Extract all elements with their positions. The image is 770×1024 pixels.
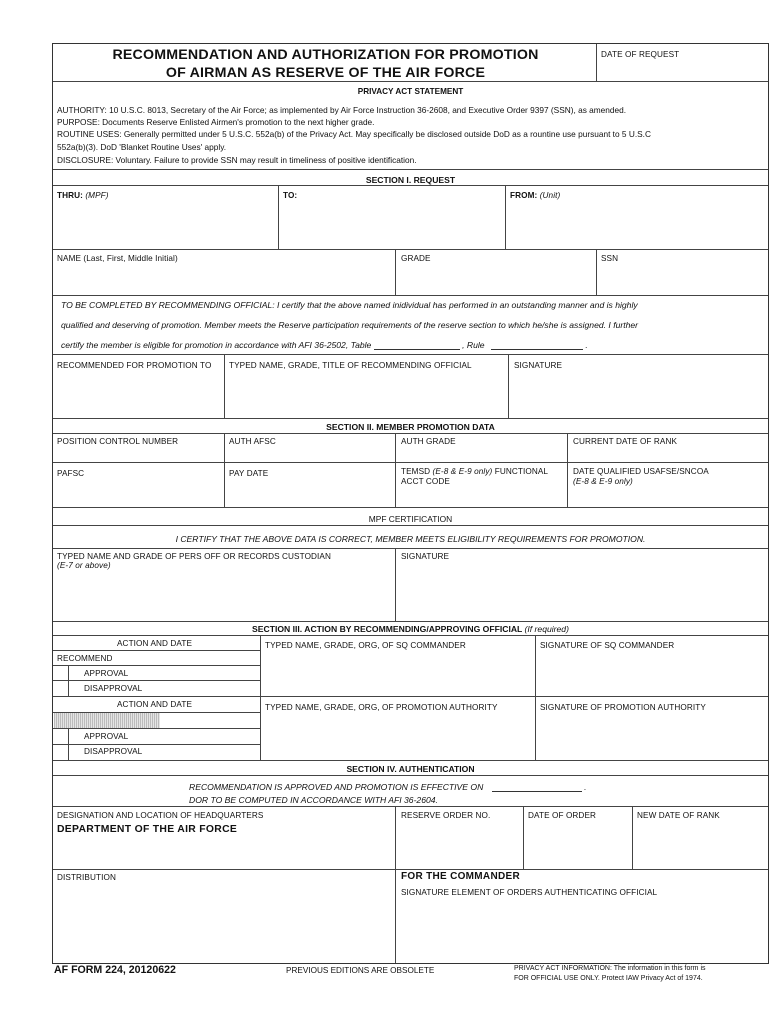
promotion-authority-signature-field[interactable] <box>536 714 768 759</box>
section4-heading: SECTION IV. AUTHENTICATION <box>346 764 475 774</box>
date-qualified-label: DATE QUALIFIED USAFSE/SNCOA <box>573 467 709 476</box>
privacy-act-heading: PRIVACY ACT STATEMENT <box>357 87 464 96</box>
auth-grade-field[interactable] <box>396 448 566 461</box>
pcn-field[interactable] <box>54 448 223 461</box>
disapproval-checkbox-2[interactable] <box>54 745 68 759</box>
privacy-disclosure: DISCLOSURE: Voluntary. Failure to provide SSN may result in timeliness of positive identification. <box>57 155 417 165</box>
privacy-authority: AUTHORITY: 10 U.S.C. 8013, Secretary of the Air Force; as implemented by Air Force Instruction 36-2608, and Executive Order 9397 (SSN), as amended. <box>57 105 627 115</box>
grade-field[interactable] <box>396 264 594 294</box>
promotion-authority-name-label: TYPED NAME, GRADE, ORG, OF PROMOTION AUTHORITY <box>265 703 498 712</box>
current-dor-field[interactable] <box>568 448 768 461</box>
date-of-order-field[interactable] <box>524 822 631 868</box>
recommending-official-field[interactable] <box>225 372 507 417</box>
recommended-for-field[interactable] <box>54 372 223 417</box>
new-dor-label: NEW DATE OF RANK <box>637 811 720 820</box>
grade-label: GRADE <box>401 254 431 263</box>
from-field[interactable] <box>506 201 768 247</box>
mpf-certify-statement: I CERTIFY THAT THE ABOVE DATA IS CORRECT, MEMBER MEETS ELIGIBILITY REQUIREMENTS FOR PROMOTION. <box>175 534 646 544</box>
shaded-block <box>54 713 160 728</box>
dor-note: DOR TO BE COMPUTED IN ACCORDANCE WITH AFI 36-2604. <box>189 795 438 805</box>
to-field[interactable] <box>279 201 504 247</box>
department-name: DEPARTMENT OF THE AIR FORCE <box>57 824 238 835</box>
recommending-cert-line3: certify the member is eligible for promotion in accordance with AFI 36-2502, Table , Rule . <box>61 340 588 350</box>
disapproval-label-2: DISAPPROVAL <box>84 747 143 756</box>
form-title-line1: RECOMMENDATION AND AUTHORIZATION FOR PROMOTION <box>112 47 539 63</box>
ssn-label: SSN <box>601 254 619 263</box>
signature-element-field[interactable] <box>396 900 768 962</box>
pay-date-label: PAY DATE <box>229 469 269 478</box>
for-the-commander: FOR THE COMMANDER <box>401 871 520 882</box>
reserve-order-field[interactable] <box>396 822 522 868</box>
recommending-signature-field[interactable] <box>509 372 768 417</box>
approval-label: APPROVAL <box>84 669 129 678</box>
new-dor-field[interactable] <box>633 822 768 868</box>
effective-date-field[interactable] <box>492 782 582 792</box>
auth-afsc-label: AUTH AFSC <box>229 437 276 446</box>
privacy-purpose: PURPOSE: Documents Reserve Enlisted Airmen's promotion to the next higher grade. <box>57 117 375 127</box>
sq-commander-signature-label: SIGNATURE OF SQ COMMANDER <box>540 641 675 650</box>
recommending-official-label: TYPED NAME, GRADE, TITLE OF RECOMMENDING OFFICIAL <box>229 361 472 370</box>
from-label: FROM: (Unit) <box>510 191 561 200</box>
date-qualified-sub: (E-8 & E-9 only) <box>573 477 633 486</box>
ssn-field[interactable] <box>597 264 768 294</box>
afi-table-field[interactable] <box>374 340 460 350</box>
signature-element-label: SIGNATURE ELEMENT OF ORDERS AUTHENTICATING OFFICIAL <box>401 888 658 897</box>
privacy-info-line2: FOR OFFICIAL USE ONLY. Protect IAW Privacy Act of 1974. <box>514 975 703 982</box>
temsd-field[interactable] <box>396 488 566 506</box>
thru-label: THRU: (MPF) <box>57 191 109 200</box>
af-form-224 <box>52 43 769 964</box>
form-id: AF FORM 224, 20120622 <box>54 964 176 976</box>
previous-editions-note: PREVIOUS EDITIONS ARE OBSOLETE <box>286 966 435 975</box>
distribution-label: DISTRIBUTION <box>57 873 116 882</box>
hq-label: DESIGNATION AND LOCATION OF HEADQUARTERS <box>57 811 264 820</box>
date-qualified-field[interactable] <box>568 488 768 506</box>
privacy-routine-uses-cont: 552a(b)(3). DoD 'Blanket Routine Uses' apply. <box>57 142 227 152</box>
section2-heading: SECTION II. MEMBER PROMOTION DATA <box>326 422 495 432</box>
recommending-cert-line2: qualified and deserving of promotion. Member meets the Reserve participation requirements of the reserve section to which he/she is assigned. I further <box>61 320 639 330</box>
temsd-label-line2: ACCT CODE <box>401 477 450 486</box>
pafsc-field[interactable] <box>54 480 223 506</box>
privacy-info-line1: PRIVACY ACT INFORMATION: The information in this form is <box>514 965 706 972</box>
recommended-for-label: RECOMMENDED FOR PROMOTION TO <box>57 361 212 370</box>
pafsc-label: PAFSC <box>57 469 85 478</box>
recommending-signature-label: SIGNATURE <box>514 361 563 370</box>
thru-field[interactable] <box>54 201 277 247</box>
reserve-order-label: RESERVE ORDER NO. <box>401 811 491 820</box>
disapproval-checkbox[interactable] <box>54 681 68 695</box>
afi-rule-field[interactable] <box>491 340 583 350</box>
approval-checkbox[interactable] <box>54 666 68 680</box>
privacy-routine-uses: ROUTINE USES: Generally permitted under 5 U.S.C. 552a(b) of the Privacy Act. May specifically be disclosed outside DoD as a rountine use pursuant to 5 U.S.C <box>57 129 651 139</box>
action-date-label-2: ACTION AND DATE <box>117 700 193 709</box>
custodian-field[interactable] <box>54 572 394 620</box>
section1-heading: SECTION I. REQUEST <box>365 175 456 185</box>
promotion-authority-signature-label: SIGNATURE OF PROMOTION AUTHORITY <box>540 703 706 712</box>
custodian-sub: (E-7 or above) <box>57 561 111 570</box>
auth-afsc-field[interactable] <box>225 448 394 461</box>
effective-statement: RECOMMENDATION IS APPROVED AND PROMOTION IS EFFECTIVE ON . <box>189 782 587 792</box>
date-of-order-label: DATE OF ORDER <box>528 811 597 820</box>
custodian-label: TYPED NAME AND GRADE OF PERS OFF OR RECORDS CUSTODIAN <box>57 552 332 561</box>
recommend-label: RECOMMEND <box>57 654 113 663</box>
approval-label-2: APPROVAL <box>84 732 129 741</box>
approval-checkbox-2[interactable] <box>54 729 68 744</box>
pcn-label: POSITION CONTROL NUMBER <box>57 437 179 446</box>
pay-date-field[interactable] <box>225 480 394 506</box>
section3-heading: SECTION III. ACTION BY RECOMMENDING/APPROVING OFFICIAL (If required) <box>252 624 569 634</box>
sq-commander-name-field[interactable] <box>261 652 534 697</box>
to-label: TO: <box>283 191 298 200</box>
disapproval-label: DISAPPROVAL <box>84 684 143 693</box>
temsd-label: TEMSD (E-8 & E-9 only) FUNCTIONAL <box>401 467 549 476</box>
auth-grade-label: AUTH GRADE <box>401 437 456 446</box>
sq-commander-name-label: TYPED NAME, GRADE, ORG, OF SQ COMMANDER <box>265 641 466 650</box>
promotion-authority-name-field[interactable] <box>261 714 534 759</box>
current-dor-label: CURRENT DATE OF RANK <box>573 437 678 446</box>
custodian-signature-label: SIGNATURE <box>401 552 450 561</box>
mpf-cert-heading: MPF CERTIFICATION <box>368 514 453 524</box>
custodian-signature-field[interactable] <box>396 564 768 620</box>
recommending-cert-line1: TO BE COMPLETED BY RECOMMENDING OFFICIAL: I certify that the above named inidividual has performed in an outstanding manner and is highly <box>61 300 638 310</box>
action-date-label: ACTION AND DATE <box>117 639 193 648</box>
form-title-line2: OF AIRMAN AS RESERVE OF THE AIR FORCE <box>165 65 486 81</box>
sq-commander-signature-field[interactable] <box>536 652 768 697</box>
date-of-request-field[interactable] <box>597 58 769 80</box>
name-field[interactable] <box>54 264 394 294</box>
date-of-request-label: DATE OF REQUEST <box>601 50 680 59</box>
distribution-field[interactable] <box>54 884 394 954</box>
name-label: NAME (Last, First, Middle Initial) <box>57 254 178 263</box>
